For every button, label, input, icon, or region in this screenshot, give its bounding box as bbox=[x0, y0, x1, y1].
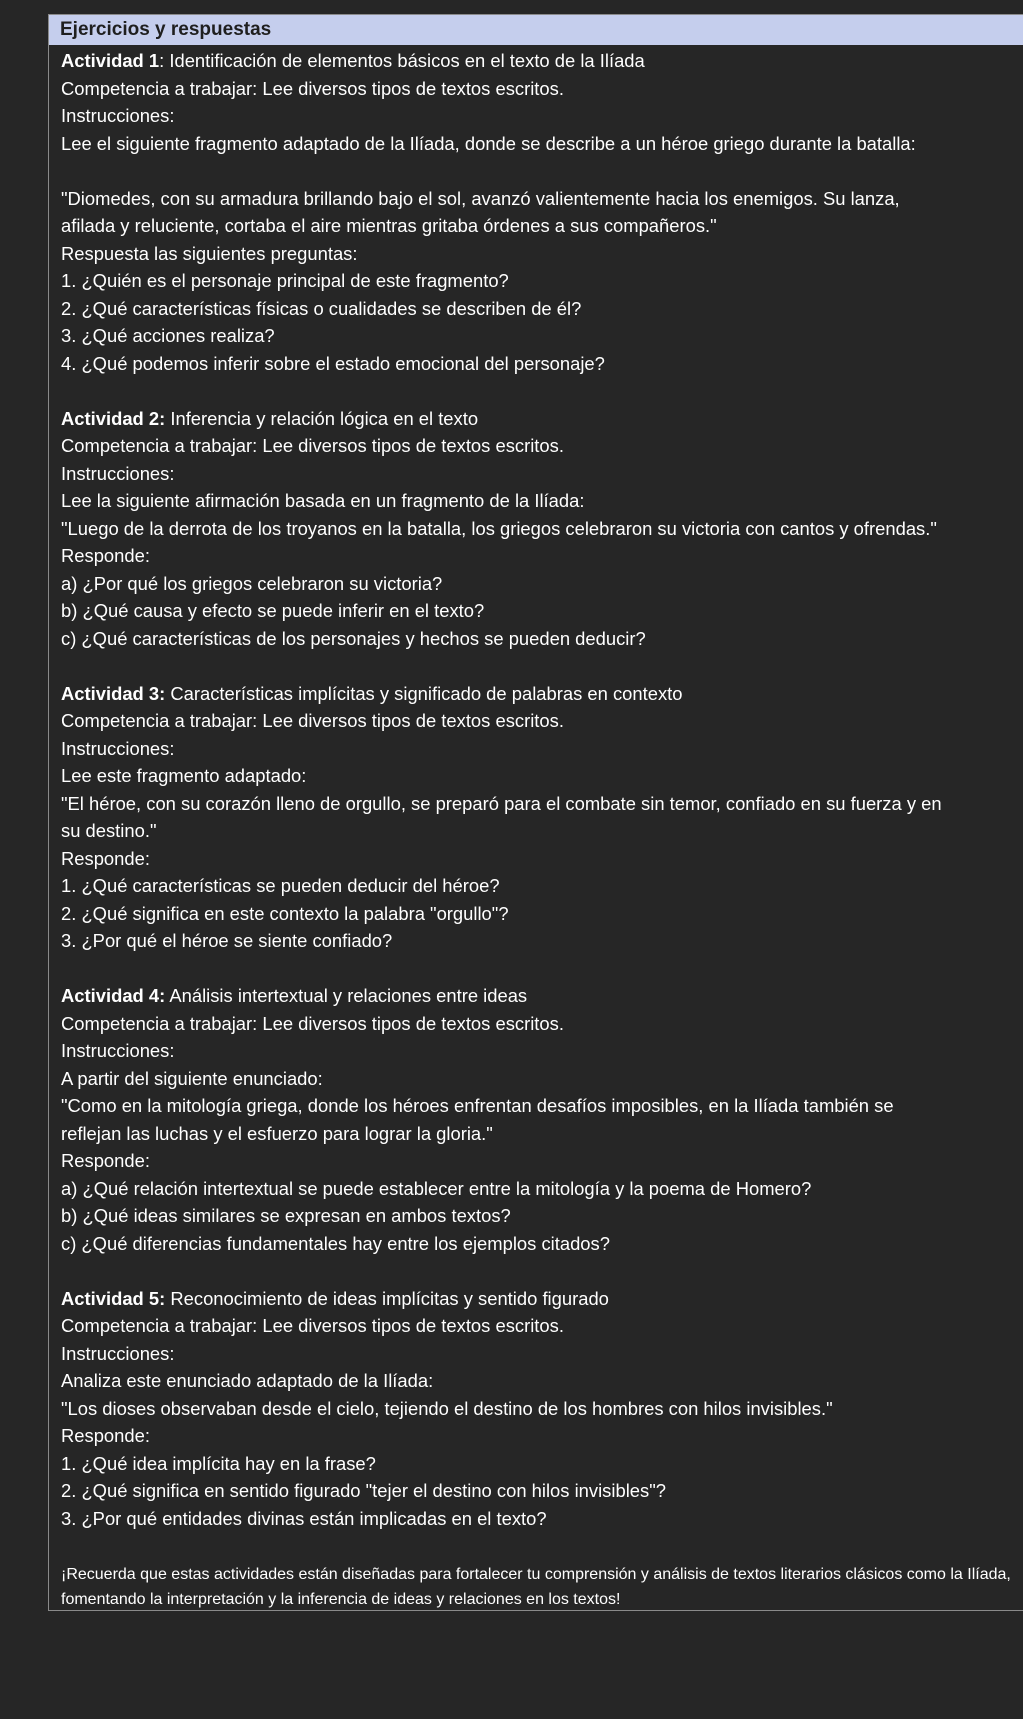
activity-title: Inferencia y relación lógica en el texto bbox=[165, 407, 479, 429]
questions-prompt: Responde: bbox=[61, 1150, 150, 1171]
activity-heading bbox=[61, 47, 1023, 75]
instruction-text: Lee el siguiente fragmento adaptado de la Ilíada, donde se describe a un héroe griego durante la batalla: bbox=[61, 132, 916, 154]
question-item: 4. ¿Qué podemos inferir sobre el estado emocional del personaje? bbox=[61, 352, 605, 374]
activity-label: Actividad 1 bbox=[61, 50, 160, 71]
questions-prompt: Responde: bbox=[61, 545, 150, 566]
question-item: 2. ¿Qué significa en este contexto la palabra "orgullo"? bbox=[61, 902, 509, 924]
question-item: 2. ¿Qué características físicas o cualidades se describen de él? bbox=[61, 297, 582, 319]
activity-heading bbox=[61, 982, 1023, 1010]
closing-note: ¡Recuerda que estas actividades están diseñadas para fortalecer tu comprensión y análisis de textos literarios clásicos como la Ilíada, fomentando la interpretación y la inferencia de ideas y relaciones en los textos! bbox=[61, 1565, 1011, 1608]
instruction-text: Lee la siguiente afirmación basada en un fragmento de la Ilíada: bbox=[61, 490, 585, 511]
exercises-panel bbox=[48, 14, 1023, 1611]
activity-label: Actividad 4: bbox=[61, 985, 166, 1006]
activity-label: Actividad 3: bbox=[61, 682, 166, 704]
questions-prompt: Respuesta las siguientes preguntas: bbox=[61, 242, 358, 264]
question-item: 3. ¿Qué acciones realiza? bbox=[61, 325, 275, 346]
activity-label: Actividad 2: bbox=[61, 407, 166, 429]
question-item: 3. ¿Por qué entidades divinas están implicadas en el texto? bbox=[61, 1507, 547, 1529]
question-item: a) ¿Qué relación intertextual se puede establecer entre la mitología y la poema de Homero? bbox=[61, 1177, 812, 1199]
activity-2 bbox=[61, 405, 1023, 653]
activity-heading bbox=[61, 1285, 1023, 1313]
instrucciones-label: Instrucciones: bbox=[61, 737, 175, 759]
activity-5 bbox=[61, 1285, 1023, 1533]
question-item: b) ¿Qué causa y efecto se puede inferir en el texto? bbox=[61, 600, 485, 621]
question-item: 1. ¿Qué idea implícita hay en la frase? bbox=[61, 1452, 376, 1474]
question-item: a) ¿Por qué los griegos celebraron su victoria? bbox=[61, 572, 443, 594]
instrucciones-label: Instrucciones: bbox=[61, 1040, 175, 1061]
activity-title: Identificación de elementos básicos en el texto de la Ilíada bbox=[164, 50, 645, 71]
instruction-text: A partir del siguiente enunciado: bbox=[61, 1067, 323, 1089]
activity-heading bbox=[61, 405, 1023, 433]
activity-3 bbox=[61, 680, 1023, 955]
activity-label-sep: : bbox=[159, 50, 165, 71]
question-item: 3. ¿Por qué el héroe se siente confiado? bbox=[61, 930, 393, 951]
panel-title: Ejercicios y respuestas bbox=[49, 15, 1023, 45]
quote-line: "Los dioses observaban desde el cielo, tejiendo el destino de los hombres con hilos invisibles." bbox=[61, 1397, 833, 1419]
question-item: 1. ¿Quién es el personaje principal de este fragmento? bbox=[61, 270, 509, 291]
instrucciones-label: Instrucciones: bbox=[61, 105, 175, 126]
question-item: 2. ¿Qué significa en sentido figurado "tejer el destino con hilos invisibles"? bbox=[61, 1480, 666, 1501]
activity-heading bbox=[61, 680, 1023, 708]
competencia-text: Competencia a trabajar: Lee diversos tipos de textos escritos. bbox=[61, 1012, 564, 1034]
competencia-text: Competencia a trabajar: Lee diversos tipos de textos escritos. bbox=[61, 77, 564, 99]
activity-title: Análisis intertextual y relaciones entre ideas bbox=[165, 985, 528, 1006]
quote-line: "El héroe, con su corazón lleno de orgullo, se preparó para el combate sin temor, confiado en su fuerza y en bbox=[61, 792, 942, 814]
panel-body bbox=[49, 45, 1023, 1612]
quote-line: "Como en la mitología griega, donde los héroes enfrentan desafíos imposibles, en la Ilíada también se bbox=[61, 1095, 894, 1116]
instrucciones-label: Instrucciones: bbox=[61, 462, 175, 484]
question-item: b) ¿Qué ideas similares se expresan en ambos textos? bbox=[61, 1205, 511, 1226]
quote-line: "Diomedes, con su armadura brillando bajo el sol, avanzó valientemente hacia los enemigos. Su lanza, bbox=[61, 187, 900, 209]
quote-line: reflejan las luchas y el esfuerzo para lograr la gloria." bbox=[61, 1122, 493, 1144]
quote-line: su destino." bbox=[61, 820, 157, 841]
activity-title: Características implícitas y significado de palabras en contexto bbox=[165, 682, 683, 704]
activity-4 bbox=[61, 982, 1023, 1257]
competencia-text: Competencia a trabajar: Lee diversos tipos de textos escritos. bbox=[61, 710, 564, 731]
activity-title: Reconocimiento de ideas implícitas y sentido figurado bbox=[165, 1287, 609, 1309]
competencia-text: Competencia a trabajar: Lee diversos tipos de textos escritos. bbox=[61, 435, 564, 456]
quote-line: "Luego de la derrota de los troyanos en la batalla, los griegos celebraron su victoria con cantos y ofrendas." bbox=[61, 517, 937, 539]
competencia-text: Competencia a trabajar: Lee diversos tipos de textos escritos. bbox=[61, 1315, 564, 1336]
activity-label: Actividad 5: bbox=[61, 1287, 166, 1309]
instrucciones-label: Instrucciones: bbox=[61, 1342, 175, 1364]
quote-line: afilada y reluciente, cortaba el aire mientras gritaba órdenes a sus compañeros." bbox=[61, 215, 717, 236]
instruction-text: Lee este fragmento adaptado: bbox=[61, 765, 307, 786]
questions-prompt: Responde: bbox=[61, 847, 150, 869]
question-item: c) ¿Qué diferencias fundamentales hay entre los ejemplos citados? bbox=[61, 1232, 610, 1254]
question-item: 1. ¿Qué características se pueden deducir del héroe? bbox=[61, 875, 500, 896]
question-item: c) ¿Qué características de los personajes y hechos se pueden deducir? bbox=[61, 627, 646, 649]
activity-1 bbox=[61, 47, 1023, 377]
instruction-text: Analiza este enunciado adaptado de la Ilíada: bbox=[61, 1370, 434, 1391]
questions-prompt: Responde: bbox=[61, 1425, 150, 1446]
